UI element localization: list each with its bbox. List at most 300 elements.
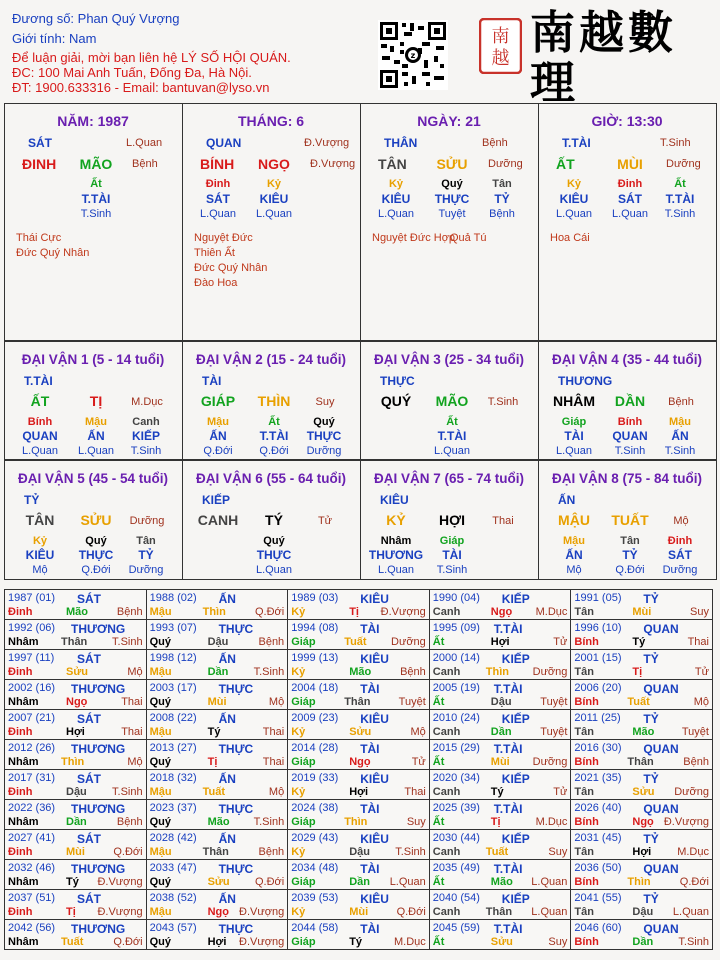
year-god: T.TÀI [493, 802, 523, 816]
year-label: 2041 (55) [574, 892, 622, 904]
hidden-god: KIÊU [559, 192, 589, 206]
year-label: 2026 (40) [574, 802, 622, 814]
year-cell[interactable] [429, 679, 572, 710]
year-cell[interactable] [287, 769, 430, 800]
year-label: 2032 (46) [8, 862, 56, 874]
dai-van-hidden-can: Mậu [669, 416, 691, 428]
year-state: Q.Đới [254, 606, 285, 618]
address-line: ĐC: 100 Mai Anh Tuấn, Đống Đa, Hà Nội. [12, 65, 252, 80]
year-cell[interactable] [4, 709, 147, 740]
dai-van-hidden-state: L.Quan [377, 564, 415, 576]
year-cell[interactable] [146, 649, 289, 680]
year-label: 2001 (15) [574, 652, 622, 664]
year-chi: Hợi [66, 726, 85, 738]
year-cell[interactable] [570, 889, 713, 920]
year-cell[interactable] [146, 679, 289, 710]
year-state: Thai [121, 696, 143, 708]
year-cell[interactable] [146, 589, 289, 620]
year-chi: Dậu [66, 786, 87, 798]
dai-van-state: T.Sinh [487, 396, 519, 408]
year-can: Kỷ [291, 666, 306, 678]
pillar-can-state: Bệnh [482, 137, 508, 149]
year-label: 2021 (35) [574, 772, 622, 784]
year-cell[interactable] [287, 859, 430, 890]
year-chi: Dần [349, 876, 370, 888]
year-chi: Mão [207, 816, 230, 828]
year-state: Thai [687, 636, 709, 648]
year-can: Giáp [291, 696, 316, 708]
dai-van-hidden-can: Quý [263, 535, 285, 547]
hidden-god: KIÊU [259, 192, 289, 206]
year-god: KIẾP [501, 892, 530, 906]
year-state: Thai [121, 726, 143, 738]
pillar-title: GIỜ: 13:30 [591, 113, 663, 129]
dai-van-hidden-can: Tân [620, 535, 640, 547]
year-state: Bệnh [258, 846, 285, 858]
dai-van-hidden-god: KIÊU [25, 548, 55, 562]
year-can: Mậu [149, 726, 172, 738]
dai-van-god: ẤN [558, 493, 576, 507]
year-cell[interactable] [429, 739, 572, 770]
year-label: 2018 (32) [149, 772, 197, 784]
hidden-god: THỰC [434, 192, 470, 206]
dai-van-god: THỰC [380, 374, 415, 388]
dai-van-title: ĐẠI VẬN 4 (35 - 44 tuổi) [551, 352, 703, 367]
year-cell[interactable] [146, 619, 289, 650]
year-label: 2003 (17) [149, 682, 197, 694]
year-cell[interactable] [287, 679, 430, 710]
year-chi: Tý [632, 636, 646, 648]
year-god: THỰC [218, 862, 254, 876]
year-chi: Thìn [344, 816, 368, 828]
year-cell[interactable] [287, 739, 430, 770]
year-can: Kỷ [291, 726, 306, 738]
year-state: Dưỡng [532, 756, 568, 768]
dai-van-hidden-state: Mộ [32, 564, 48, 576]
year-chi: Tuất [61, 936, 84, 948]
year-cell[interactable] [429, 709, 572, 740]
year-label: 2010 (24) [432, 712, 480, 724]
year-cell[interactable] [429, 799, 572, 830]
year-state: Thai [404, 786, 426, 798]
year-label: 2042 (56) [8, 922, 56, 934]
year-cell[interactable] [570, 589, 713, 620]
year-state: T.Sinh [112, 786, 143, 798]
year-label: 2025 (39) [432, 802, 480, 814]
year-label: 2045 (59) [432, 922, 480, 934]
year-state: Tử [694, 666, 709, 678]
year-state: Dưỡng [532, 666, 568, 678]
year-chi: Tuất [627, 696, 650, 708]
year-cell[interactable] [429, 649, 572, 680]
year-can: Canh [432, 846, 461, 858]
year-label: 2036 (50) [574, 862, 622, 874]
year-god: TÀI [360, 862, 380, 876]
year-cell[interactable] [4, 649, 147, 680]
pillar-can-god: SÁT [28, 136, 52, 150]
year-god: T.TÀI [493, 862, 523, 876]
pillar-chi-state: Dưỡng [666, 158, 701, 170]
hidden-god: T.TÀI [81, 192, 111, 206]
year-chi: Thìn [627, 876, 651, 888]
year-chi: Thân [344, 696, 371, 708]
year-can: Giáp [291, 816, 316, 828]
dai-van-hidden-state: L.Quan [555, 445, 593, 457]
year-chi: Thân [627, 756, 654, 768]
year-can: Canh [432, 786, 461, 798]
year-label: 1999 (13) [291, 652, 339, 664]
year-label: 2004 (18) [291, 682, 339, 694]
year-label: 2038 (52) [149, 892, 197, 904]
year-cell[interactable] [146, 769, 289, 800]
year-god: ẤN [218, 772, 236, 786]
pillar-chi-state: Đ.Vượng [310, 158, 356, 170]
year-cell[interactable] [146, 829, 289, 860]
year-label: 2000 (14) [432, 652, 480, 664]
dai-van-title: ĐẠI VẬN 2 (15 - 24 tuổi) [195, 352, 347, 367]
year-label: 2044 (58) [291, 922, 339, 934]
year-cell[interactable] [287, 829, 430, 860]
year-god: KIẾP [501, 772, 530, 786]
seal-stamp [479, 18, 522, 74]
pillar-title: THÁNG: 6 [237, 113, 305, 129]
hidden-can: Đinh [205, 178, 231, 190]
dai-van-god: T.TÀI [24, 374, 53, 388]
year-chi: Mão [490, 876, 513, 888]
dai-van-hidden-state: Dưỡng [306, 445, 342, 457]
year-state: L.Quan [672, 906, 709, 918]
year-chi: Mùi [632, 606, 652, 618]
year-state: M.Dục [394, 936, 426, 948]
dai-van-hidden-can: Mậu [85, 416, 107, 428]
hidden-state: L.Quan [611, 208, 649, 220]
year-cell[interactable] [146, 859, 289, 890]
year-state: L.Quan [531, 906, 568, 918]
year-god: THƯƠNG [71, 682, 126, 696]
year-cell[interactable] [429, 619, 572, 650]
pillar-star: Đức Quý Nhân [16, 247, 90, 259]
year-cell[interactable] [146, 799, 289, 830]
year-chi: Tị [349, 606, 359, 618]
year-state: Mộ [127, 666, 143, 678]
year-can: Mậu [149, 906, 172, 918]
dai-van-chi: TUẤT [611, 512, 649, 528]
year-label: 2023 (37) [149, 802, 197, 814]
hidden-state: T.Sinh [664, 208, 696, 220]
year-cell[interactable] [146, 709, 289, 740]
year-can: Ất [432, 696, 445, 708]
year-god: QUAN [643, 682, 679, 696]
year-can: Bính [574, 876, 599, 888]
dai-van-hidden-state: Mộ [566, 564, 582, 576]
hidden-can: Tân [492, 178, 512, 190]
year-god: QUAN [643, 862, 679, 876]
pillar-can: TÂN [378, 156, 407, 172]
year-cell[interactable] [4, 769, 147, 800]
year-chi: Dậu [632, 906, 654, 918]
year-god: TÀI [360, 922, 380, 936]
dai-van-hidden-state: L.Quan [21, 445, 59, 457]
year-label: 1989 (03) [291, 592, 339, 604]
year-cell[interactable] [4, 919, 147, 950]
year-state: Dưỡng [391, 636, 426, 648]
year-state: L.Quan [389, 876, 426, 888]
year-chi: Mão [66, 606, 88, 618]
year-label: 2037 (51) [8, 892, 56, 904]
year-cell[interactable] [570, 709, 713, 740]
dai-van-hidden-state: T.Sinh [614, 445, 646, 457]
hidden-god: SÁT [206, 192, 230, 206]
year-chi: Thân [202, 846, 229, 858]
year-chi: Hợi [632, 846, 652, 858]
dai-van-can: ẤT [30, 393, 50, 409]
year-cell[interactable] [4, 679, 147, 710]
year-state: Tuyệt [540, 726, 568, 738]
year-cell[interactable] [570, 739, 713, 770]
year-state: Thai [262, 756, 285, 768]
year-chi: Sửu [349, 726, 372, 738]
dai-van-title: ĐẠI VẬN 6 (55 - 64 tuổi) [195, 471, 347, 486]
dai-van-hidden-can: Nhâm [380, 535, 412, 547]
year-god: THỰC [218, 622, 254, 636]
year-cell[interactable] [287, 919, 430, 950]
year-label: 2016 (30) [574, 742, 622, 754]
year-god: KIÊU [360, 652, 389, 666]
year-can: Canh [432, 606, 461, 618]
year-cell[interactable] [4, 739, 147, 770]
dai-van-hidden-state: L.Quan [255, 564, 293, 576]
dai-van-hidden-can: Đinh [667, 535, 693, 547]
year-chi: Thìn [485, 666, 510, 678]
year-cell[interactable] [429, 829, 572, 860]
year-label: 2028 (42) [149, 832, 197, 844]
dai-van-hidden-state: Q.Đới [81, 564, 111, 576]
year-cell[interactable] [429, 589, 572, 620]
year-state: Tử [411, 756, 426, 768]
year-label: 2031 (45) [574, 832, 622, 844]
dai-van-hidden-can: Bính [27, 416, 53, 428]
year-state: T.Sinh [678, 936, 709, 948]
dai-van-hidden-god: THỰC [256, 548, 292, 562]
year-state: Mộ [268, 696, 285, 708]
dai-van-hidden-god: ẤN [87, 429, 105, 443]
year-god: KIẾP [501, 712, 530, 726]
year-can: Kỷ [291, 846, 306, 858]
year-god: KIÊU [360, 592, 389, 606]
year-cell[interactable] [4, 799, 147, 830]
pillar-can-god: THÂN [384, 136, 418, 150]
year-label: 2007 (21) [8, 712, 56, 724]
qr-code-icon[interactable] [378, 20, 448, 90]
year-state: Suy [690, 606, 709, 618]
year-can: Ất [432, 876, 445, 888]
year-can: Đinh [8, 726, 33, 738]
dai-van-hidden-state: L.Quan [433, 445, 471, 457]
pillar-can-god: T.TÀI [562, 136, 591, 150]
year-chi: Dần [207, 666, 229, 678]
pillar-star: Thái Cực [16, 232, 62, 244]
year-can: Mậu [149, 846, 172, 858]
year-god: TÀI [360, 622, 380, 636]
year-god: TÀI [360, 802, 380, 816]
year-can: Tân [574, 786, 594, 798]
year-label: 2043 (57) [149, 922, 197, 934]
year-cell[interactable] [570, 859, 713, 890]
year-state: Q.Đới [254, 876, 285, 888]
year-label: 2027 (41) [8, 832, 56, 844]
year-label: 1996 (10) [574, 622, 622, 634]
dai-van-hidden-can: Canh [132, 416, 160, 428]
svg-text:南: 南 [491, 26, 510, 47]
year-cell[interactable] [570, 619, 713, 650]
hidden-god: KIÊU [381, 192, 411, 206]
year-label: 1993 (07) [149, 622, 197, 634]
year-label: 1991 (05) [574, 592, 622, 604]
dai-van-chi: HỢI [439, 512, 465, 528]
dai-van-state: Bệnh [668, 396, 694, 408]
year-label: 1998 (12) [149, 652, 197, 664]
year-cell[interactable] [146, 889, 289, 920]
year-cell[interactable] [146, 919, 289, 950]
year-state: Mộ [410, 726, 426, 738]
year-god: T.TÀI [493, 622, 523, 636]
dai-van-hidden-state: T.Sinh [130, 445, 162, 457]
pillar-chi: NGỌ [258, 156, 290, 172]
year-cell[interactable] [570, 799, 713, 830]
hidden-can: Quý [441, 178, 463, 190]
year-cell[interactable] [570, 649, 713, 680]
year-can: Đinh [8, 606, 33, 618]
year-chi: Dần [632, 936, 654, 948]
year-state: M.Dục [535, 816, 568, 828]
year-can: Đinh [8, 846, 33, 858]
year-cell[interactable] [570, 919, 713, 950]
year-god: TỶ [643, 592, 659, 606]
year-label: 2005 (19) [432, 682, 480, 694]
year-cell[interactable] [429, 889, 572, 920]
year-cell[interactable] [4, 889, 147, 920]
contact-line: Để luận giải, mời bạn liên hệ LÝ SỐ HỘI QUÁN. [12, 50, 291, 65]
year-god: SÁT [77, 712, 101, 726]
pillar-star: Hoa Cái [550, 232, 590, 244]
dai-van-state: Dưỡng [129, 515, 165, 527]
year-cell[interactable] [570, 769, 713, 800]
year-cell[interactable] [4, 829, 147, 860]
year-label: 2030 (44) [432, 832, 480, 844]
year-cell[interactable] [287, 889, 430, 920]
pillar-star: Quả Tú [450, 232, 487, 244]
year-cell[interactable] [287, 619, 430, 650]
dai-van-chi: THÌN [257, 393, 291, 409]
pillar-chi-state: Bệnh [132, 158, 158, 170]
year-label: 2013 (27) [149, 742, 197, 754]
gender-value: Nam [68, 31, 97, 46]
year-state: T.Sinh [253, 666, 285, 678]
year-cell[interactable] [4, 859, 147, 890]
year-state: Mộ [268, 786, 285, 798]
hidden-god: T.TÀI [665, 192, 695, 206]
year-cell[interactable] [287, 709, 430, 740]
year-cell[interactable] [429, 859, 572, 890]
hidden-can: Ất [674, 178, 686, 190]
year-cell[interactable] [570, 679, 713, 710]
year-label: 1988 (02) [149, 592, 197, 604]
year-god: QUAN [643, 742, 679, 756]
dai-van-chi: TÝ [265, 512, 283, 528]
dai-van-hidden-god: TỶ [622, 548, 638, 562]
dai-van-hidden-state: Q.Đới [203, 445, 233, 457]
year-can: Tân [574, 726, 594, 738]
pillar-can-state: T.Sinh [660, 137, 691, 149]
year-chi: Ngọ [207, 906, 229, 918]
year-state: Tuyệt [540, 696, 568, 708]
dai-van-hidden-god: QUAN [612, 429, 648, 443]
year-can: Quý [149, 936, 171, 948]
pillar-star: Thiên Ất [194, 247, 235, 259]
dai-van-hidden-can: Quý [313, 416, 335, 428]
year-state: Q.Đới [113, 936, 143, 948]
year-chi: Ngọ [632, 816, 654, 828]
year-chi: Tuất [202, 786, 225, 798]
year-god: ẤN [218, 652, 236, 666]
year-god: TÀI [360, 742, 380, 756]
year-label: 2040 (54) [432, 892, 480, 904]
year-can: Canh [432, 666, 461, 678]
year-god: KIẾP [501, 652, 530, 666]
dai-van-chi: SỬU [80, 512, 112, 528]
year-can: Bính [574, 636, 599, 648]
year-cell[interactable] [570, 829, 713, 860]
year-cell[interactable] [287, 589, 430, 620]
year-god: T.TÀI [493, 682, 523, 696]
year-can: Kỷ [291, 606, 306, 618]
dai-van-hidden-can: Tân [136, 535, 156, 547]
dai-van-hidden-god: THƯƠNG [368, 548, 424, 562]
year-cell[interactable] [287, 799, 430, 830]
dai-van-state: Tử [317, 515, 333, 527]
brand-title: 南越數理 [530, 6, 678, 109]
year-cell[interactable] [429, 919, 572, 950]
year-chi: Mão [632, 726, 655, 738]
year-state: Suy [548, 846, 568, 858]
hidden-can: Đinh [617, 178, 643, 190]
dai-van-title: ĐẠI VẬN 7 (65 - 74 tuổi) [373, 471, 525, 486]
year-state: Mộ [693, 696, 709, 708]
year-cell[interactable] [4, 589, 147, 620]
dai-van-can: GIÁP [200, 393, 236, 409]
year-label: 2009 (23) [291, 712, 339, 724]
pillar-chi-state: Dưỡng [488, 158, 523, 170]
year-state: Tuyệt [398, 696, 426, 708]
year-cell[interactable] [287, 649, 430, 680]
year-god: ẤN [218, 892, 236, 906]
year-cell[interactable] [429, 769, 572, 800]
year-god: T.TÀI [493, 742, 523, 756]
dai-van-hidden-state: T.Sinh [436, 564, 468, 576]
year-cell[interactable] [146, 739, 289, 770]
dai-van-can: MẬU [558, 512, 590, 528]
dai-van-hidden-god: THỰC [78, 548, 114, 562]
year-god: THƯƠNG [71, 802, 126, 816]
year-god: SÁT [77, 892, 101, 906]
year-label: 1987 (01) [8, 592, 56, 604]
dai-van-hidden-god: SÁT [668, 548, 692, 562]
year-can: Nhâm [8, 936, 39, 948]
year-chi: Tuất [344, 636, 367, 648]
dai-van-god: THƯƠNG [558, 374, 613, 388]
year-cell[interactable] [4, 619, 147, 650]
owner-line: Đương số: Phan Quý Vượng [12, 11, 180, 26]
